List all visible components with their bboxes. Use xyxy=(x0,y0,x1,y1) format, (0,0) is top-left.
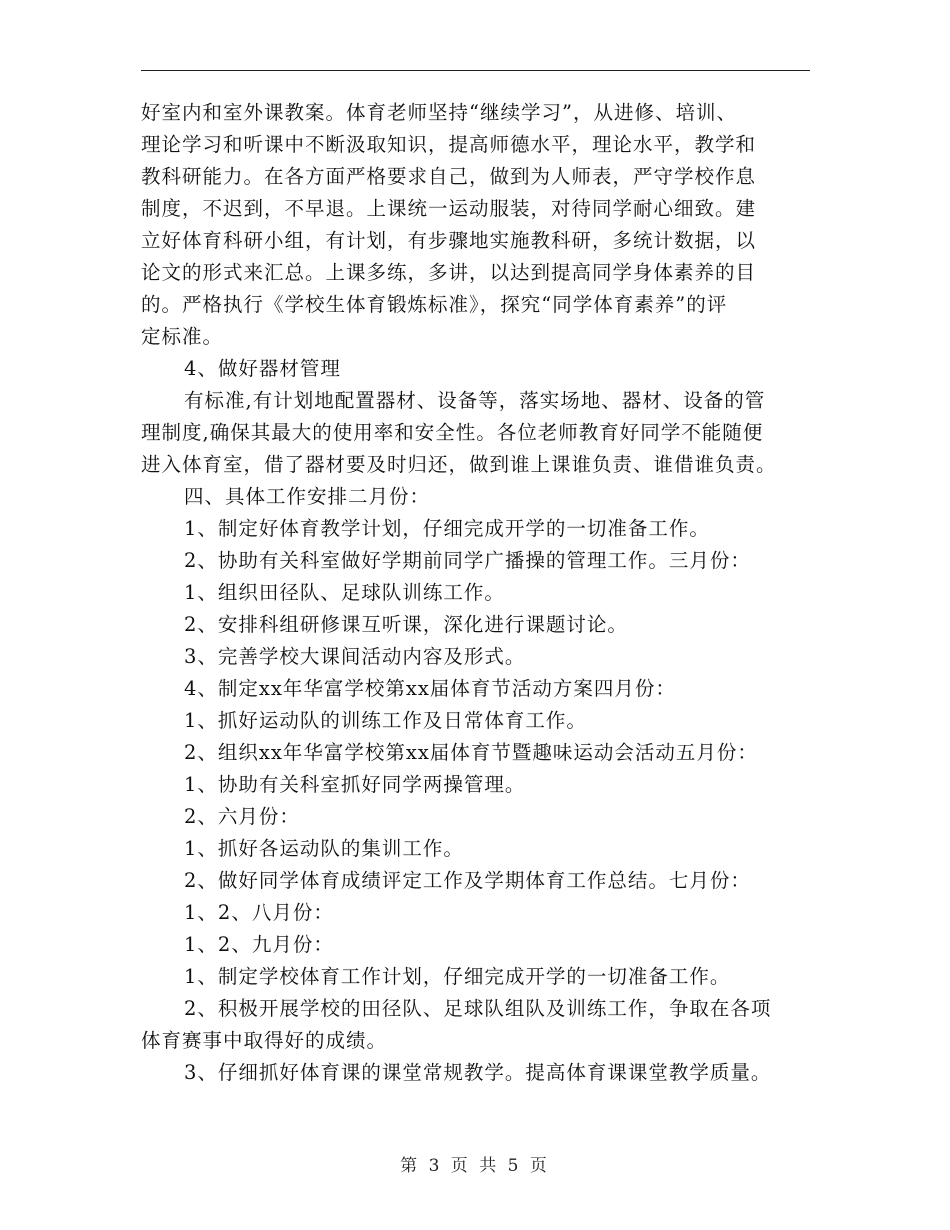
list-item: 1、2、八月份： xyxy=(184,901,334,924)
list-item: 2、积极开展学校的田径队、足球队组队及训练工作，争取在各项 xyxy=(184,997,772,1020)
header-rule xyxy=(141,70,810,71)
list-item: 1、抓好各运动队的集训工作。 xyxy=(184,837,464,860)
text-line: 定标准。 xyxy=(141,325,224,348)
text-line: 立好体育科研小组，有计划，有步骤地实施教科研，多统计数据，以 xyxy=(141,229,757,252)
list-item: 1、组织田径队、足球队训练工作。 xyxy=(184,581,505,604)
text-line: 理论学习和听课中不断汲取知识，提高师德水平，理论水平，教学和 xyxy=(141,133,757,156)
text-line: 的。严格执行《学校生体育锻炼标准》，探究“同学体育素养”的评 xyxy=(141,293,728,316)
list-item: 3、仔细抓好体育课的课堂常规教学。提高体育课课堂教学质量。 xyxy=(184,1061,772,1084)
list-item: 3、完善学校大课间活动内容及形式。 xyxy=(184,645,526,668)
list-item: 2、组织xx年华富学校第xx届体育节暨趣味运动会活动五月份： xyxy=(184,741,758,764)
list-item: 2、做好同学体育成绩评定工作及学期体育工作总结。七月份： xyxy=(184,869,751,892)
list-item: 4、制定xx年华富学校第xx届体育节活动方案四月份： xyxy=(184,677,676,700)
text-line: 进入体育室，借了器材要及时归还，做到谁上课谁负责、谁借谁负责。 xyxy=(141,453,777,476)
list-item: 1、制定好体育教学计划，仔细完成开学的一切准备工作。 xyxy=(184,517,710,540)
section-heading: 四、具体工作安排二月份： xyxy=(184,485,431,508)
list-item: 1、制定学校体育工作计划，仔细完成开学的一切准备工作。 xyxy=(184,965,731,988)
text-line: 论文的形式来汇总。上课多练，多讲，以达到提高同学身体素养的目 xyxy=(141,261,757,284)
list-item: 1、抓好运动队的训练工作及日常体育工作。 xyxy=(184,709,587,732)
text-line: 好室内和室外课教案。体育老师坚持“继续学习”，从进修、培训、 xyxy=(141,101,737,124)
list-item: 2、协助有关科室做好学期前同学广播操的管理工作。三月份： xyxy=(184,549,751,572)
list-item: 2、安排科组研修课互听课，深化进行课题讨论。 xyxy=(184,613,628,636)
list-item: 1、协助有关科室抓好同学两操管理。 xyxy=(184,773,526,796)
list-item: 2、六月份： xyxy=(184,805,300,828)
section-heading: 4、做好器材管理 xyxy=(184,357,341,380)
document-body xyxy=(141,97,810,1089)
text-line: 理制度,确保其最大的使用率和安全性。各位老师教育好同学不能随便 xyxy=(141,421,764,444)
text-line: 制度，不迟到，不早退。上课统一运动服装，对待同学耐心细致。建 xyxy=(141,197,757,220)
list-item: 1、2、九月份： xyxy=(184,933,334,956)
text-line: 教科研能力。在各方面严格要求自己，做到为人师表，严守学校作息 xyxy=(141,165,757,188)
page-number: 第 3 页 共 5 页 xyxy=(400,1156,550,1176)
text-line: 体育赛事中取得好的成绩。 xyxy=(141,1029,388,1052)
text-line: 有标准,有计划地配置器材、设备等，落实场地、器材、设备的管 xyxy=(184,389,766,412)
